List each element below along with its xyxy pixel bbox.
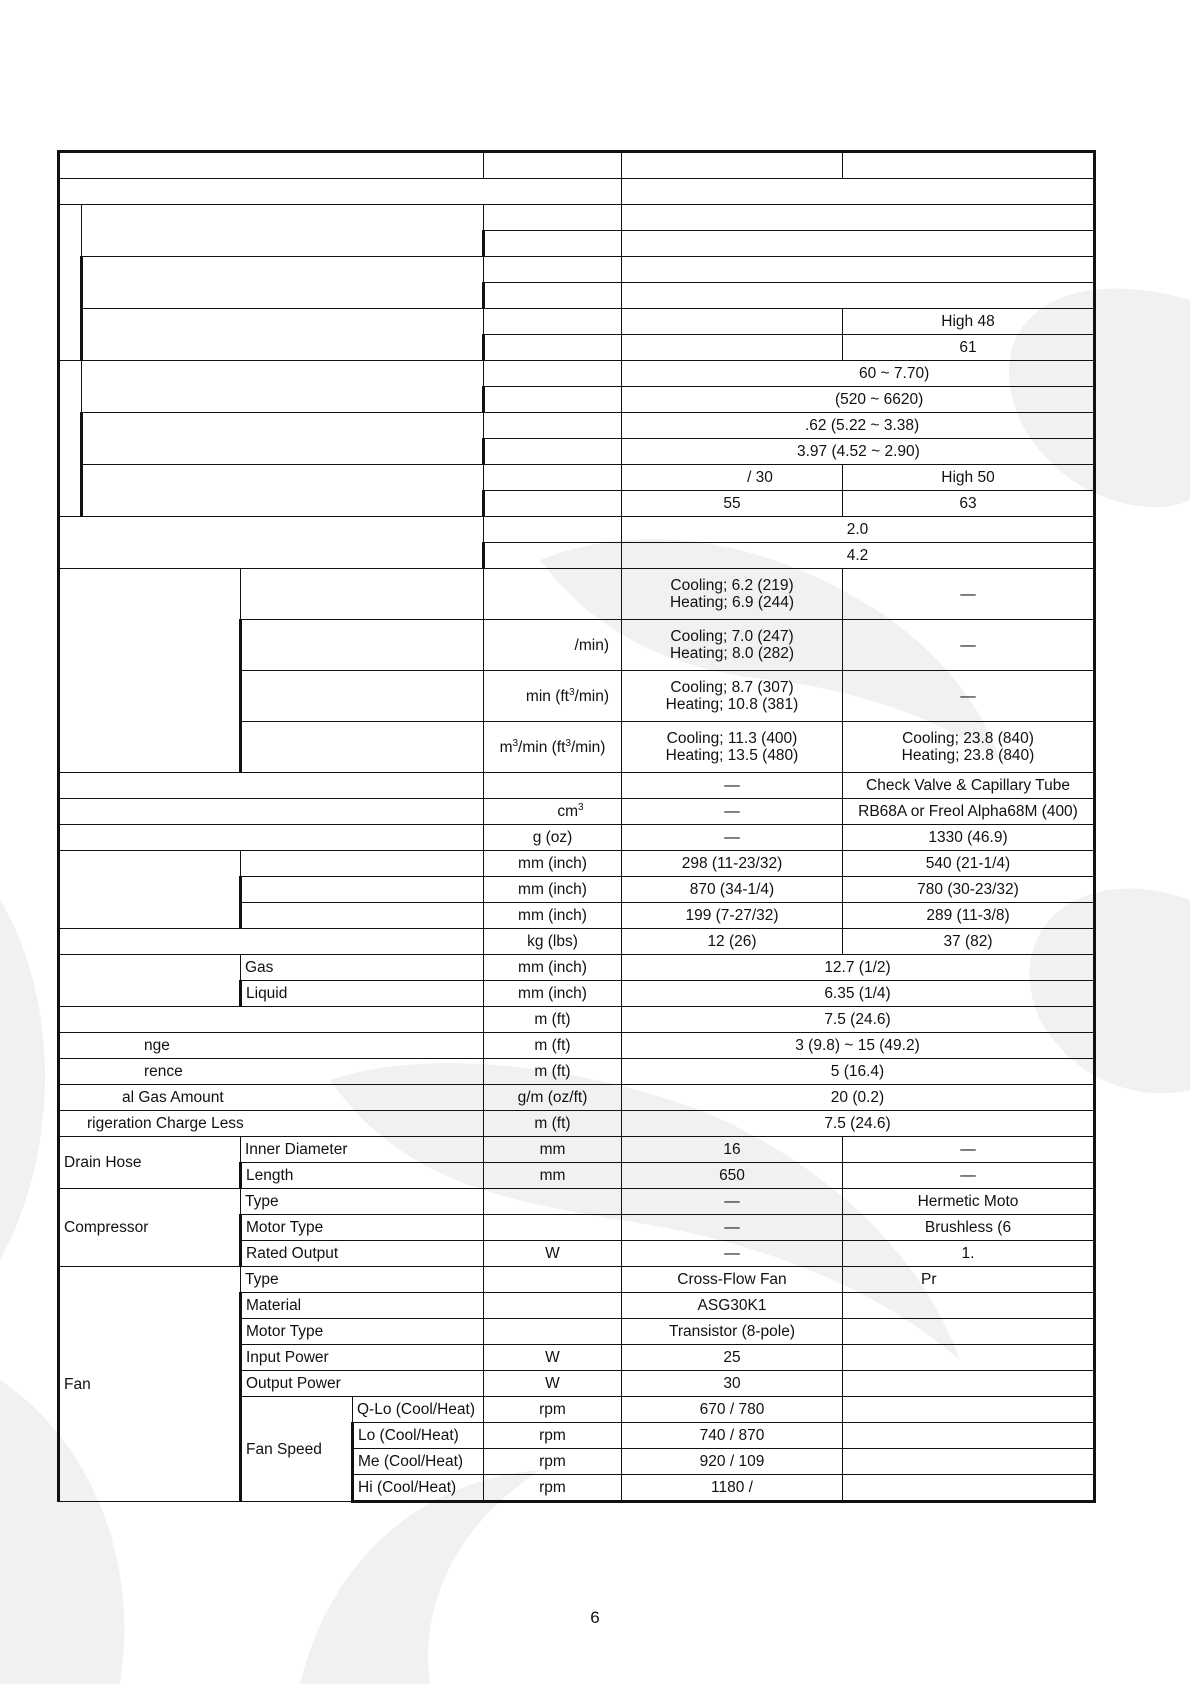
cell-value: 2.0 xyxy=(622,517,1095,543)
page-number: 6 xyxy=(590,1608,600,1627)
cell-value: 670 / 780 xyxy=(622,1397,843,1423)
cell-unit: g (oz) xyxy=(484,825,622,851)
cell-value: 4.2 xyxy=(622,543,1095,569)
cell-value: Cooling; 23.8 (840) xyxy=(902,730,1034,747)
table-row xyxy=(59,1267,1095,1293)
table-row xyxy=(59,569,1095,620)
cell-value: 61 xyxy=(843,335,1095,361)
cell-value: 7.5 (24.6) xyxy=(622,1007,1095,1033)
cell-value: .62 (5.22 ~ 3.38) xyxy=(805,417,920,434)
cell-value: 60 ~ 7.70) xyxy=(859,365,930,382)
cell-label: Material xyxy=(241,1293,484,1319)
cell-value: — xyxy=(843,671,1095,722)
cell-unit: W xyxy=(484,1345,622,1371)
cell-label: Motor Type xyxy=(241,1215,484,1241)
cell-value: Cooling; 11.3 (400) xyxy=(666,730,798,747)
cell-unit: W xyxy=(484,1371,622,1397)
cell-label: Input Power xyxy=(241,1345,484,1371)
cell-value: 63 xyxy=(843,491,1095,517)
cell-value: Cooling; 7.0 (247) xyxy=(670,628,794,645)
cell-label: Type xyxy=(241,1267,484,1293)
table-row xyxy=(59,955,1095,981)
cell-value: 740 / 870 xyxy=(622,1423,843,1449)
header-outdoor-cell xyxy=(843,152,1095,179)
table-row xyxy=(59,1085,1095,1111)
cell-value: 3 (9.8) ~ 15 (49.2) xyxy=(622,1033,1095,1059)
cell-label: Hi (Cool/Heat) xyxy=(353,1475,484,1502)
cell-unit: /min) xyxy=(484,620,622,671)
cell-value: / 30 xyxy=(622,465,843,491)
cell-value: 30 xyxy=(622,1371,843,1397)
cell-label: rence xyxy=(59,1059,484,1085)
table-row xyxy=(59,773,1095,799)
table-row xyxy=(59,1007,1095,1033)
table-row xyxy=(59,1059,1095,1085)
cell-value: Transistor (8-pole) xyxy=(622,1319,843,1345)
cell-label: Output Power xyxy=(241,1371,484,1397)
cell-value: RB68A or Freol Alpha68M (400) xyxy=(843,799,1095,825)
cell-value: High 48 xyxy=(843,309,1095,335)
table-row xyxy=(59,205,1095,231)
cell-value: High 50 xyxy=(843,465,1095,491)
table-row xyxy=(59,799,1095,825)
cell-value: 540 (21-1/4) xyxy=(843,851,1095,877)
cell-value: 6.35 (1/4) xyxy=(622,981,1095,1007)
cell-value: Cooling; 8.7 (307) xyxy=(670,679,794,696)
cell-unit: rpm xyxy=(484,1423,622,1449)
cell-label: Length xyxy=(241,1163,484,1189)
cell-label: Lo (Cool/Heat) xyxy=(353,1423,484,1449)
table-row xyxy=(59,1111,1095,1137)
header-item-cell xyxy=(59,152,484,179)
cell-value: Heating; 13.5 (480) xyxy=(665,747,799,764)
cell-unit: m (ft) xyxy=(484,1033,622,1059)
cell-unit: mm (inch) xyxy=(484,903,622,929)
specification-table xyxy=(57,150,1096,1503)
table-row xyxy=(59,517,1095,543)
cell-value: 780 (30-23/32) xyxy=(843,877,1095,903)
cell-label: Type xyxy=(241,1189,484,1215)
cell-value: — xyxy=(843,620,1095,671)
cell-value: Heating; 23.8 (840) xyxy=(901,747,1035,764)
cell-value: 650 xyxy=(622,1163,843,1189)
table-row xyxy=(59,413,1095,439)
cell-unit: rpm xyxy=(484,1449,622,1475)
table-row xyxy=(59,465,1095,491)
cell-value: — xyxy=(622,1189,843,1215)
cell-value: Pr xyxy=(843,1267,1095,1293)
cell-value: 7.5 (24.6) xyxy=(622,1111,1095,1137)
table-row xyxy=(59,309,1095,335)
cell-unit: mm (inch) xyxy=(484,955,622,981)
cell-unit: mm xyxy=(484,1137,622,1163)
cell-value: 25 xyxy=(622,1345,843,1371)
cell-value: — xyxy=(622,1215,843,1241)
cell-label: Fan xyxy=(59,1267,241,1502)
cell-label: Inner Diameter xyxy=(241,1137,484,1163)
cell-value: (520 ~ 6620) xyxy=(835,391,924,408)
cell-label: Me (Cool/Heat) xyxy=(353,1449,484,1475)
cell-value: Cross-Flow Fan xyxy=(622,1267,843,1293)
cell-unit: mm (inch) xyxy=(484,877,622,903)
cell-label: Rated Output xyxy=(241,1241,484,1267)
cell-value: Hermetic Moto xyxy=(843,1189,1095,1215)
cell-value: Brushless (6 xyxy=(843,1215,1095,1241)
cell-value: Heating; 8.0 (282) xyxy=(669,645,795,662)
cell-unit: m (ft) xyxy=(484,1111,622,1137)
cell-value: 289 (11-3/8) xyxy=(843,903,1095,929)
cell-value: 12 (26) xyxy=(622,929,843,955)
cell-unit: mm xyxy=(484,1163,622,1189)
cell-unit: mm (inch) xyxy=(484,981,622,1007)
cell-value: 20 (0.2) xyxy=(622,1085,1095,1111)
cell-value: Heating; 6.9 (244) xyxy=(669,594,795,611)
cell-unit: m (ft) xyxy=(484,1007,622,1033)
cell-value: 5 (16.4) xyxy=(622,1059,1095,1085)
cell-value: ASG30K1 xyxy=(622,1293,843,1319)
table-row xyxy=(59,1137,1095,1163)
cell-value: 3.97 (4.52 ~ 2.90) xyxy=(797,443,920,460)
cell-value: 1330 (46.9) xyxy=(843,825,1095,851)
cell-value: 16 xyxy=(622,1137,843,1163)
cell-unit: rpm xyxy=(484,1397,622,1423)
table-header-row xyxy=(59,152,1095,179)
cell-label: Fan Speed xyxy=(241,1397,353,1502)
cell-label: Compressor xyxy=(59,1189,241,1267)
cell-label: Motor Type xyxy=(241,1319,484,1345)
cell-unit: g/m (oz/ft) xyxy=(484,1085,622,1111)
cell-value: — xyxy=(843,569,1095,620)
cell-value: Check Valve & Capillary Tube xyxy=(843,773,1095,799)
table-row xyxy=(59,361,1095,387)
cell-value: Heating; 10.8 (381) xyxy=(665,696,799,713)
cell-value: — xyxy=(622,825,843,851)
cell-value: 1. xyxy=(843,1241,1095,1267)
cell-label: al Gas Amount xyxy=(59,1085,484,1111)
table-row xyxy=(59,1033,1095,1059)
cell-value: 55 xyxy=(622,491,843,517)
cell-unit: rpm xyxy=(484,1475,622,1502)
cell-value: 920 / 109 xyxy=(622,1449,843,1475)
table-row xyxy=(59,929,1095,955)
cell-label: Drain Hose xyxy=(59,1137,241,1189)
table-row xyxy=(59,825,1095,851)
cell-unit: W xyxy=(484,1241,622,1267)
cell-value: 37 (82) xyxy=(843,929,1095,955)
cell-label: Liquid xyxy=(241,981,484,1007)
table-row xyxy=(59,851,1095,877)
cell-value: — xyxy=(622,799,843,825)
cell-label: Q-Lo (Cool/Heat) xyxy=(353,1397,484,1423)
cell-value: 12.7 (1/2) xyxy=(622,955,1095,981)
table-row xyxy=(59,179,1095,205)
cell-unit: m (ft) xyxy=(484,1059,622,1085)
cell-unit: $\min (ft^3/\min)$ xyxy=(484,671,622,722)
cell-value: 298 (11-23/32) xyxy=(622,851,843,877)
table-row xyxy=(59,1189,1095,1215)
cell-unit: kg (lbs) xyxy=(484,929,622,955)
cell-label: nge xyxy=(59,1033,484,1059)
cell-unit: $cm^3$ xyxy=(484,799,622,825)
cell-unit: $m^3/\min$ $(ft^3/\min)$ xyxy=(484,722,622,773)
cell-value: — xyxy=(843,1137,1095,1163)
header-unit-cell xyxy=(484,152,622,179)
cell-unit: mm (inch) xyxy=(484,851,622,877)
header-indoor-cell xyxy=(622,152,843,179)
cell-value: — xyxy=(622,773,843,799)
cell-value: 870 (34-1/4) xyxy=(622,877,843,903)
cell-value: 199 (7-27/32) xyxy=(622,903,843,929)
cell-value: — xyxy=(622,1241,843,1267)
table-row xyxy=(59,257,1095,283)
cell-value: 1180 / xyxy=(622,1475,843,1502)
cell-value: — xyxy=(843,1163,1095,1189)
cell-value: Cooling; 6.2 (219) xyxy=(670,577,794,594)
cell-label: Gas xyxy=(241,955,484,981)
cell-label: rigeration Charge Less xyxy=(59,1111,484,1137)
